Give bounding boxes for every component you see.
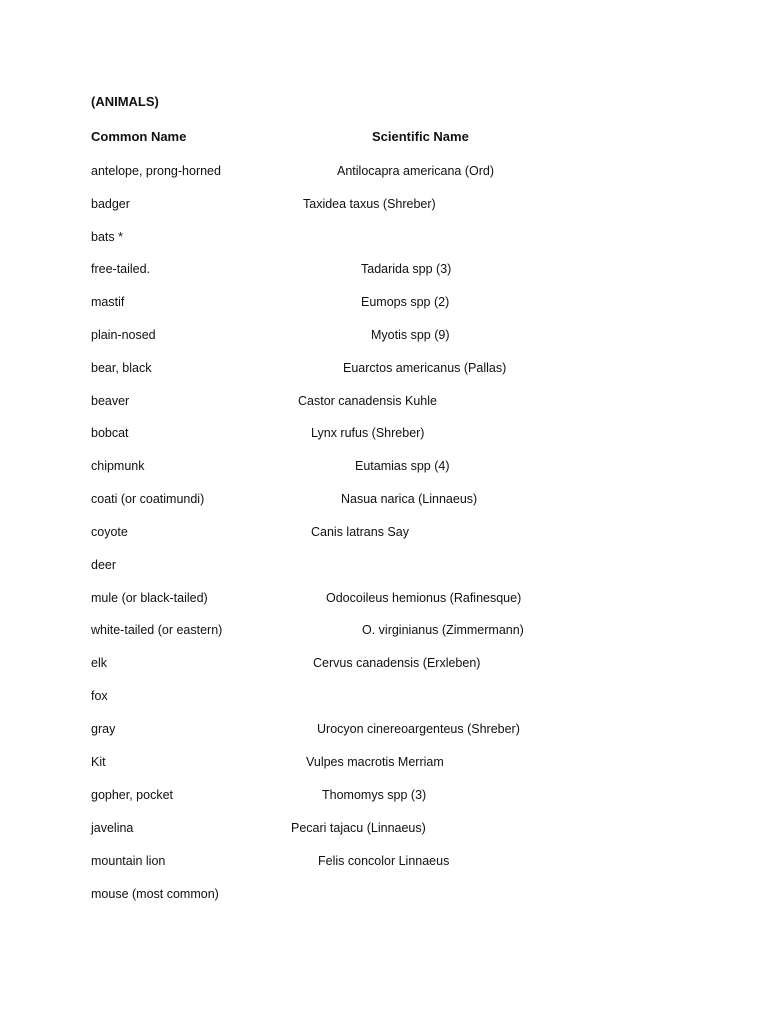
common-name: Kit	[91, 755, 106, 769]
column-header-scientific-name: Scientific Name	[372, 129, 469, 144]
scientific-name: Canis latrans Say	[311, 525, 409, 539]
table-row	[0, 295, 768, 315]
common-name: gray	[91, 722, 116, 736]
scientific-name: Eumops spp (2)	[361, 295, 450, 309]
table-row	[0, 164, 768, 184]
scientific-name: Taxidea taxus (Shreber)	[303, 197, 436, 211]
scientific-name: Pecari tajacu (Linnaeus)	[291, 821, 426, 835]
table-row	[0, 525, 768, 545]
table-row	[0, 328, 768, 348]
scientific-name: Tadarida spp (3)	[361, 262, 452, 276]
table-row	[0, 887, 768, 907]
scientific-name: Felis concolor Linnaeus	[318, 854, 450, 868]
table-row	[0, 197, 768, 217]
table-row	[0, 558, 768, 578]
scientific-name: O. virginianus (Zimmermann)	[362, 623, 524, 637]
scientific-name: Myotis spp (9)	[371, 328, 450, 342]
common-name: bats *	[91, 230, 123, 244]
table-row	[0, 394, 768, 414]
scientific-name: Antilocapra americana (Ord)	[337, 164, 495, 178]
common-name: elk	[91, 656, 107, 670]
common-name: white-tailed (or eastern)	[91, 623, 223, 637]
common-name: bobcat	[91, 426, 129, 440]
common-name: mastif	[91, 295, 125, 309]
scientific-name: Lynx rufus (Shreber)	[311, 426, 425, 440]
common-name: badger	[91, 197, 130, 211]
section-heading: (ANIMALS)	[91, 94, 159, 109]
table-row	[0, 722, 768, 742]
table-row	[0, 755, 768, 775]
table-row	[0, 361, 768, 381]
table-row	[0, 459, 768, 479]
table-row	[0, 821, 768, 841]
common-name: javelina	[91, 821, 134, 835]
scientific-name: Cervus canadensis (Erxleben)	[313, 656, 481, 670]
table-row	[0, 689, 768, 709]
scientific-name: Eutamias spp (4)	[355, 459, 450, 473]
table-row	[0, 656, 768, 676]
table-row	[0, 426, 768, 446]
common-name: mouse (most common)	[91, 887, 219, 901]
table-row	[0, 591, 768, 611]
common-name: coati (or coatimundi)	[91, 492, 205, 506]
common-name: plain-nosed	[91, 328, 156, 342]
scientific-name: Euarctos americanus (Pallas)	[343, 361, 507, 375]
common-name: coyote	[91, 525, 128, 539]
common-name: fox	[91, 689, 108, 703]
table-row	[0, 854, 768, 874]
scientific-name: Urocyon cinereoargenteus (Shreber)	[317, 722, 520, 736]
table-row	[0, 230, 768, 250]
common-name: mountain lion	[91, 854, 166, 868]
scientific-name: Vulpes macrotis Merriam	[306, 755, 444, 769]
table-row	[0, 262, 768, 282]
common-name: antelope, prong-horned	[91, 164, 221, 178]
table-row	[0, 788, 768, 808]
table-row	[0, 623, 768, 643]
scientific-name: Odocoileus hemionus (Rafinesque)	[326, 591, 522, 605]
common-name: free-tailed.	[91, 262, 151, 276]
scientific-name: Thomomys spp (3)	[322, 788, 427, 802]
common-name: deer	[91, 558, 117, 572]
common-name: chipmunk	[91, 459, 145, 473]
common-name: gopher, pocket	[91, 788, 174, 802]
scientific-name: Nasua narica (Linnaeus)	[341, 492, 478, 506]
common-name: bear, black	[91, 361, 152, 375]
table-row	[0, 492, 768, 512]
column-header-common-name: Common Name	[91, 129, 187, 144]
common-name: beaver	[91, 394, 130, 408]
scientific-name: Castor canadensis Kuhle	[298, 394, 437, 408]
common-name: mule (or black-tailed)	[91, 591, 208, 605]
